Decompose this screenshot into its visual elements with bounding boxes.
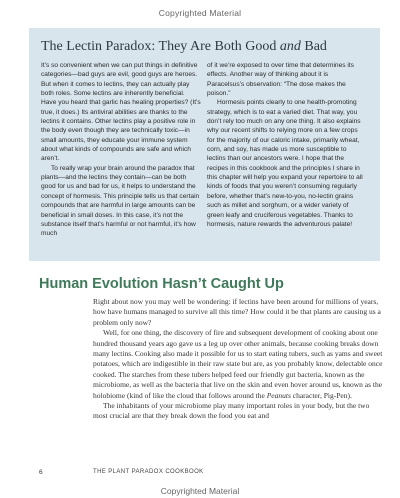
sidebar-title-part1: The Lectin Paradox: They Are Both Good — [41, 39, 280, 54]
section-heading: Human Evolution Hasn’t Caught Up — [39, 276, 284, 292]
sidebar-title — [41, 39, 371, 55]
sidebar-paragraph: To really wrap your brain around the paradox that plants—and the lectins they contain—can be both good for us and bad for us, it helps to understand the concept of hormesis. This principle tells us that certain compounds that are harmful in large amounts can be beneficial in small doses. In this case, it’s not the substance itself that’s harmful or not harmful, it’s how much — [41, 164, 200, 238]
sidebar-column-left — [41, 61, 201, 239]
sidebar-box — [29, 28, 380, 261]
body-paragraph-emphasis: Peanuts — [266, 390, 291, 400]
body-paragraph-text: Well, for one thing, the discovery of fire and subsequent development of cooking about one hundred thousand years ago gave us a leg up over other animals, because cooking breaks down many lectins. Cooking also made it possible for us to start eating tubers, such as yams and sweet potatoes, which are indigestible in their raw state but are, as you probably know, delectable once cooked. The starches from these tubers helped feed our friendly gut bacteria, known as the microbiome, as well as the bacteria that live on the skin and even hover around us, known as the holobiome (kind of like the cloud that follows around the — [93, 328, 383, 400]
body-paragraph: Right about now you may well be wondering: if lectins have been around for millions of years, how have humans managed to survive all this time? How could it be that plants are causing us a problem only now? — [93, 297, 381, 327]
body-paragraph — [93, 328, 383, 401]
sidebar-paragraph: Hormesis points clearly to one health-promoting strategy, which is to eat a varied diet. That way, you don’t rely too much on any one thing. It also explains why our recent shifts to relying more on a few crops for the majority of our caloric intake, primarily wheat, corn, and soy, has made us more susceptible to lectins than our ancestors were. I hope that the recipes in this cookbook and the principles I share in this chapter will help you expand your repertoire to all kinds of foods that you weren’t consuming regularly before, whether that’s new-to-you, no-lectin grains such as millet and sorghum, or a wider variety of green leafy and cruciferous vegetables. Thanks to hormesis, nature rewards the adventurous palate! — [207, 99, 363, 228]
copyright-watermark-top: Copyrighted Material — [158, 8, 242, 18]
sidebar-column-right — [207, 61, 367, 229]
sidebar-title-part2: Bad — [300, 39, 327, 54]
sidebar-title-emphasis: and — [279, 39, 301, 54]
body-paragraph-text: character, Pig-Pen). — [290, 390, 352, 400]
body-paragraph: The inhabitants of your microbiome play many important roles in your body, but the two most crucial are that they break down the food you eat and — [93, 401, 370, 421]
body-text — [93, 297, 383, 422]
copyright-watermark-bottom: Copyrighted Material — [160, 486, 240, 496]
running-head: THE PLANT PARADOX COOKBOOK — [93, 469, 204, 475]
sidebar-paragraph: It’s so convenient when we can put things in definitive categories—bad guys are evil, good guys are heroes. But when it comes to lectins, they can actually play both roles. Some lectins are inherently beneficial. Have you heard that garlic has healing properties? (It’s true, it does.) Its antiviral abilities are thanks to the lectins it contains. Other lectins play a positive role in the body even though they are technically toxic—in small amounts, they educate your immune system about what kinds of compounds are safe and which aren’t. — [41, 62, 201, 163]
page-number: 6 — [39, 469, 43, 476]
sidebar-paragraph: of it we’re exposed to over time that determines its effects. Another way of thinking about it is Paracelsus’s observation: “The dose makes the poison.” — [207, 62, 354, 98]
